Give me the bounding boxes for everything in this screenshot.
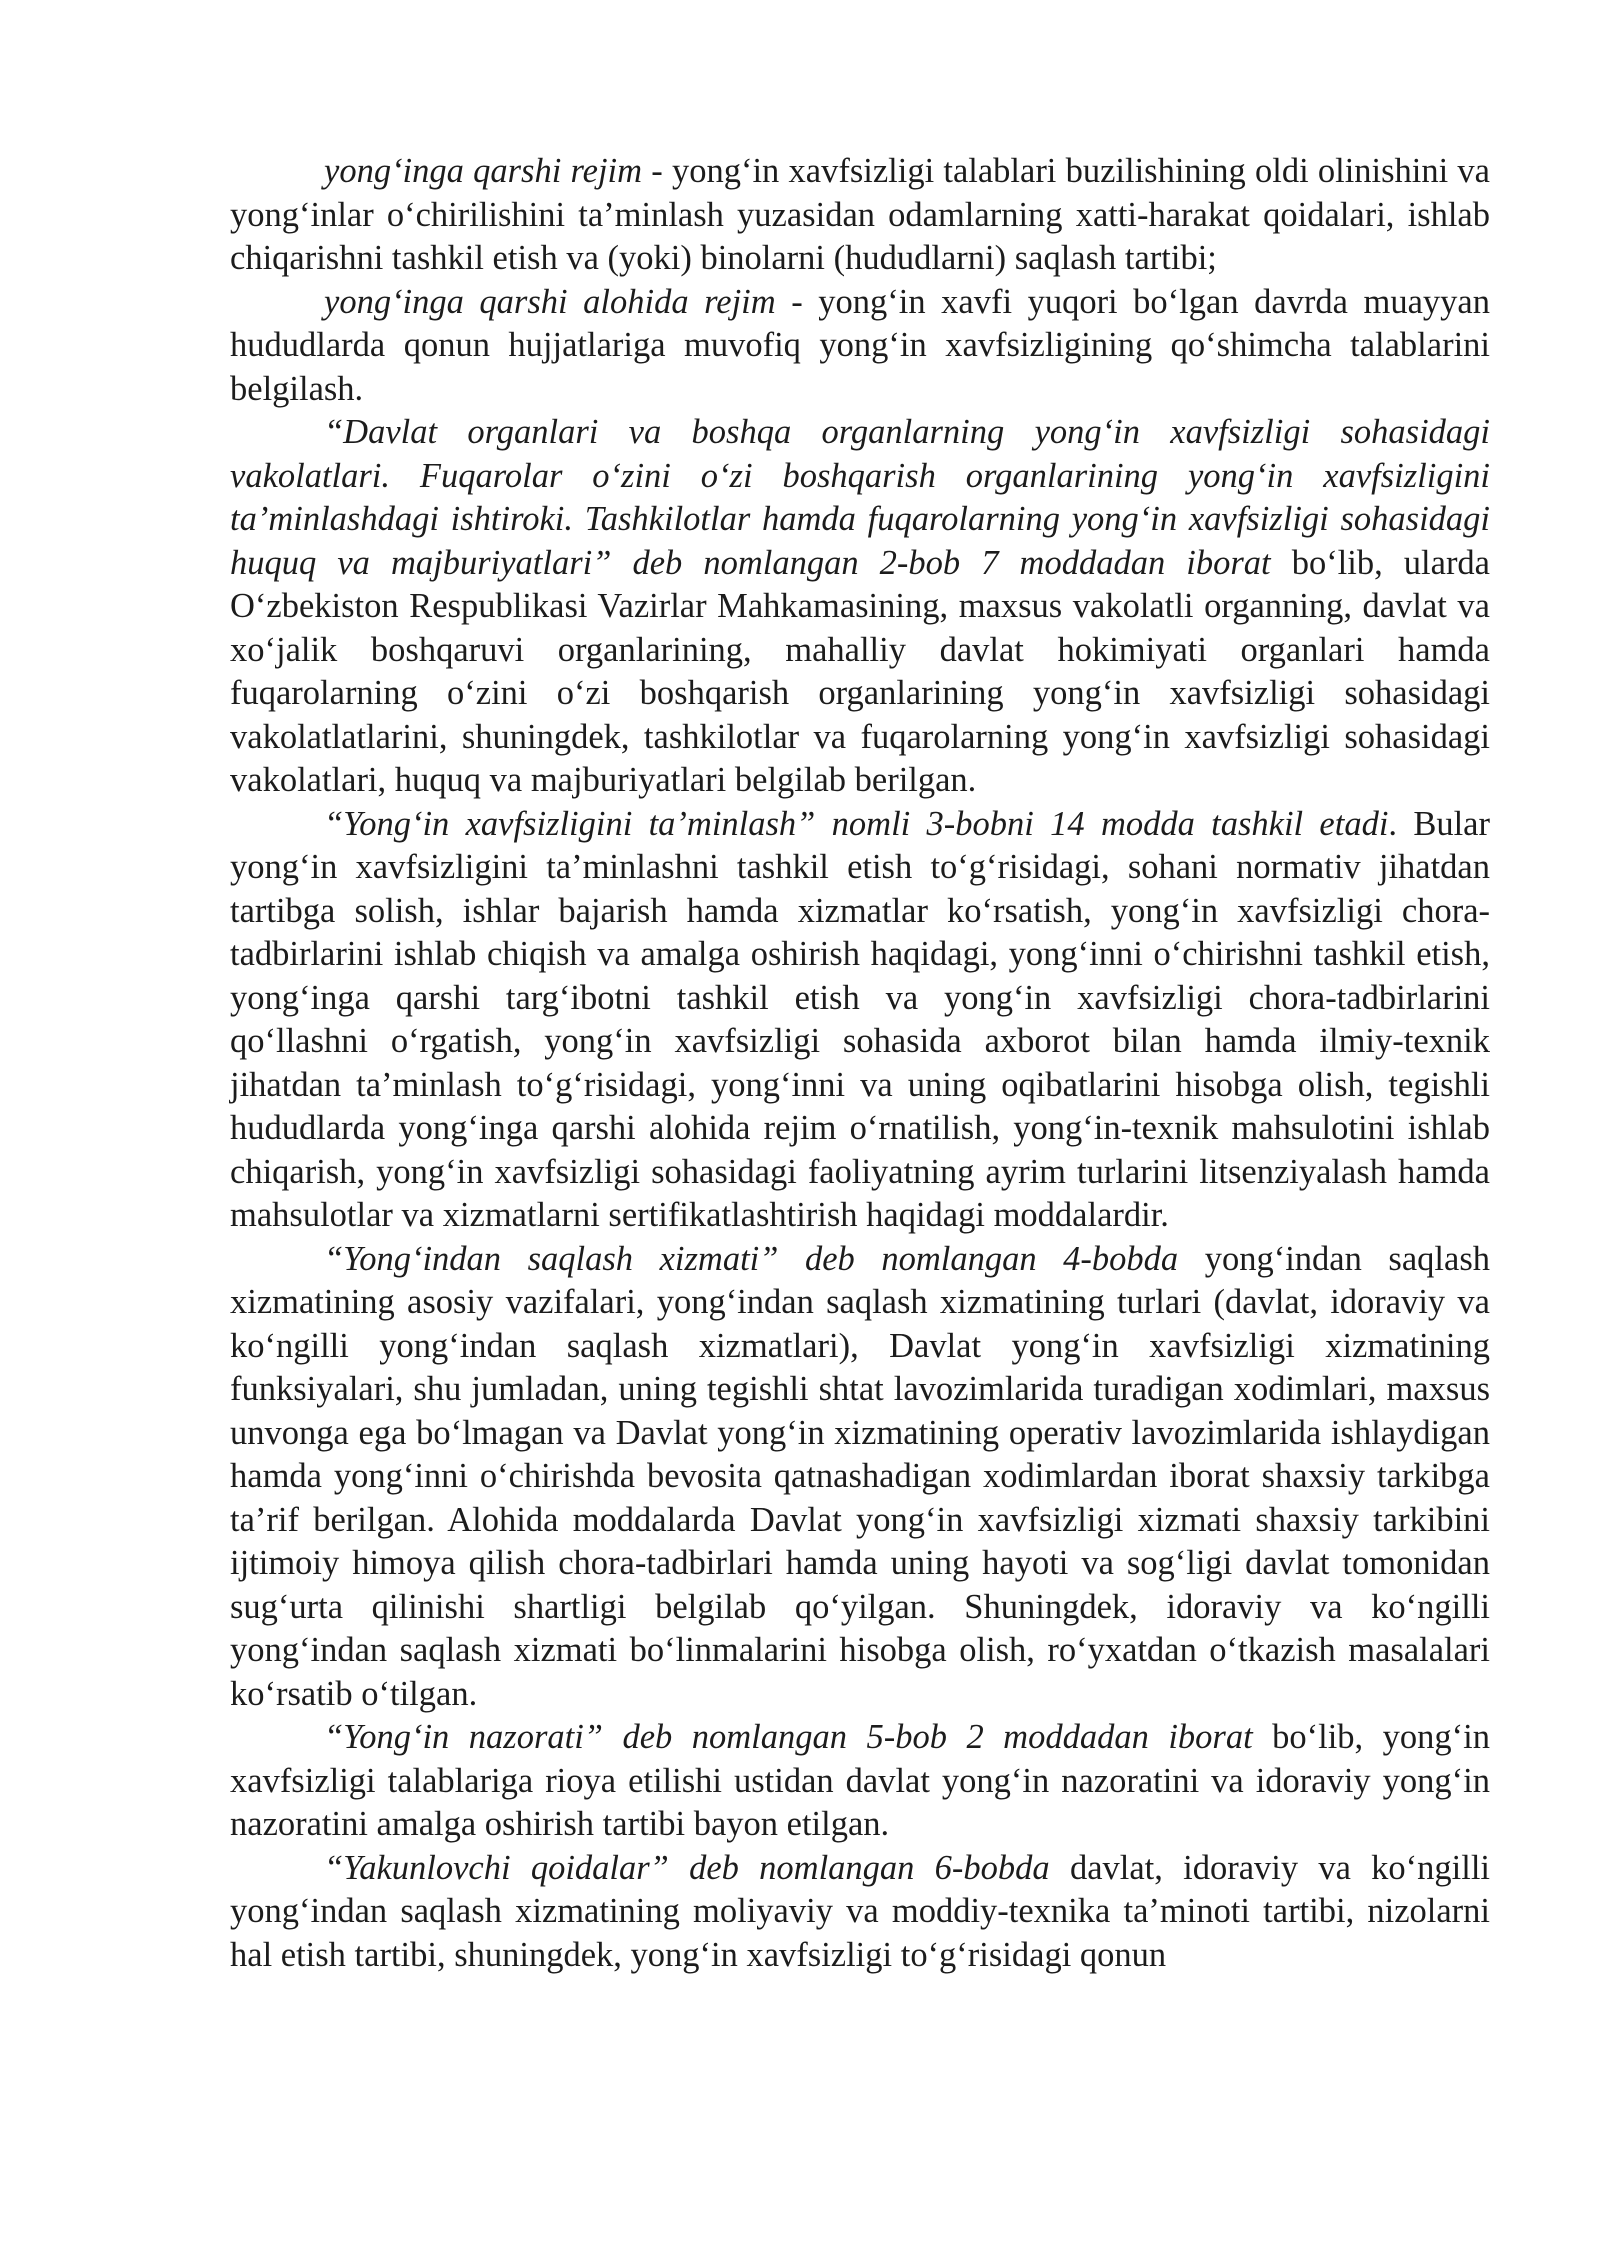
paragraph-fire-regime (230, 150, 1490, 281)
paragraph-chapter-3 (230, 803, 1490, 1238)
italic-term: yong‘inga qarshi rejim (324, 152, 643, 190)
italic-heading: “Davlat organlari va boshqa organlarning yong‘in xavfsizligi sohasidagi vakolatlari. Fuqarolar o‘zini o‘zi boshqarish organlarining yong‘in xavfsizligini ta’minlashdagi ishtiroki. Tashkilotlar hamda fuqarolarning yong‘in xavfsizligi sohasidagi huquq va majburiyatlari” deb nomlangan 2-bob 7 moddadan iborat (230, 413, 1490, 582)
italic-heading: “Yakunlovchi qoidalar” deb nomlangan 6-bobda (324, 1848, 1050, 1887)
paragraph-chapter-6 (230, 1847, 1490, 1978)
paragraph-chapter-4 (230, 1238, 1490, 1717)
paragraph-text: bo‘lib, ularda O‘zbekiston Respublikasi Vazirlar Mahkamasining, maxsus vakolatli organning, davlat va xo‘jalik boshqaruvi organlarining, mahalliy davlat hokimiyati organlari hamda fuqarolarning o‘zini o‘zi boshqarish organlarining yong‘in xavfsizligi sohasidagi vakolatlatlarini, shuningdek, tashkilotlar va fuqarolarning yong‘in xavfsizligi sohasidagi vakolatlari, huquq va majburiyatlari belgilab berilgan. (230, 543, 1490, 799)
paragraph-chapter-2 (230, 411, 1490, 803)
paragraph-text: . Bular yong‘in xavfsizligini ta’minlashni tashkil etish to‘g‘risidagi, sohani normativ jihatdan tartibga solish, ishlar bajarish hamda xizmatlar ko‘rsatish, yong‘in xavfsizligi chora-tadbirlarini ishlab chiqish va amalga oshirish haqidagi, yong‘inni o‘chirishni tashkil etish, yong‘inga qarshi targ‘ibotni tashkil etish va yong‘in xavfsizligi chora-tadbirlarini qo‘llashni o‘rgatish, yong‘in xavfsizligi sohasida axborot bilan hamda ilmiy-texnik jihatdan ta’minlash to‘g‘risidagi, yong‘inni va uning oqibatlarini hisobga olish, tegishli hududlarda yong‘inga qarshi alohida rejim o‘rnatilish, yong‘in-texnik mahsulotini ishlab chiqarish, yong‘in xavfsizligi sohasidagi faoliyatning ayrim turlarini litsenziyalash hamda mahsulotlar va xizmatlarni sertifikatlashtirish haqidagi moddalardir. (230, 804, 1490, 1234)
paragraph-special-fire-regime (230, 281, 1490, 412)
italic-heading: “Yong‘indan saqlash xizmati” deb nomlangan 4-bobda (324, 1239, 1179, 1278)
document-page (230, 150, 1490, 1977)
paragraph-chapter-5 (230, 1716, 1490, 1847)
italic-heading: “Yong‘in nazorati” deb nomlangan 5-bob 2 moddadan iborat (324, 1718, 1253, 1756)
paragraph-text: davlat, idoraviy va ko‘ngilli yong‘indan saqlash xizmatining moliyaviy va moddiy-texnika ta’minoti tartibi, nizolarni hal etish tartibi, shuningdek, yong‘in xavfsizligi to‘g‘risidagi qonun (230, 1848, 1490, 1974)
paragraph-text: yong‘indan saqlash xizmatining asosiy vazifalari, yong‘indan saqlash xizmatining turlari (davlat, idoraviy va ko‘ngilli yong‘indan saqlash xizmatlari), Davlat yong‘in xavfsizligi xizmatining funksiyalari, shu jumladan, uning tegishli shtat lavozimlarida turadigan xodimlari, maxsus unvonga ega bo‘lmagan va Davlat yong‘in xizmatining operativ lavozimlarida ishlaydigan hamda yong‘inni o‘chirishda bevosita qatnashadigan xodimlardan iborat shaxsiy tarkibga ta’rif berilgan. Alohida moddalarda Davlat yong‘in xavfsizligi xizmati shaxsiy tarkibini ijtimoiy himoya qilish chora-tadbirlari hamda uning hayoti va sog‘ligi davlat tomonidan sug‘urta qilinishi shartligi belgilab qo‘yilgan. Shuningdek, idoraviy va ko‘ngilli yong‘indan saqlash xizmati bo‘linmalarini hisobga olish, ro‘yxatdan o‘tkazish masalalari ko‘rsatib o‘tilgan. (230, 1239, 1490, 1713)
paragraph-text: bo‘lib, yong‘in xavfsizligi talablariga rioya etilishi ustidan davlat yong‘in nazoratini va idoraviy yong‘in nazoratini amalga oshirish tartibi bayon etilgan. (230, 1718, 1490, 1843)
italic-term: yong‘inga qarshi alohida rejim (324, 282, 776, 321)
italic-heading: “Yong‘in xavfsizligini ta’minlash” nomli 3-bobni 14 modda tashkil etadi (324, 804, 1389, 843)
paragraph-text: - yong‘in xavfsizligi talablari buzilishining oldi olinishini va yong‘inlar o‘chirilishini ta’minlash yuzasidan odamlarning xatti-harakat qoidalari, ishlab chiqarishni tashkil etish va (yoki) binolarni (hududlarni) saqlash tartibi; (230, 152, 1490, 277)
paragraph-text: - yong‘in xavfi yuqori bo‘lgan davrda muayyan hududlarda qonun hujjatlariga muvofiq yong‘in xavfsizligining qo‘shimcha talablarini belgilash. (230, 282, 1490, 408)
